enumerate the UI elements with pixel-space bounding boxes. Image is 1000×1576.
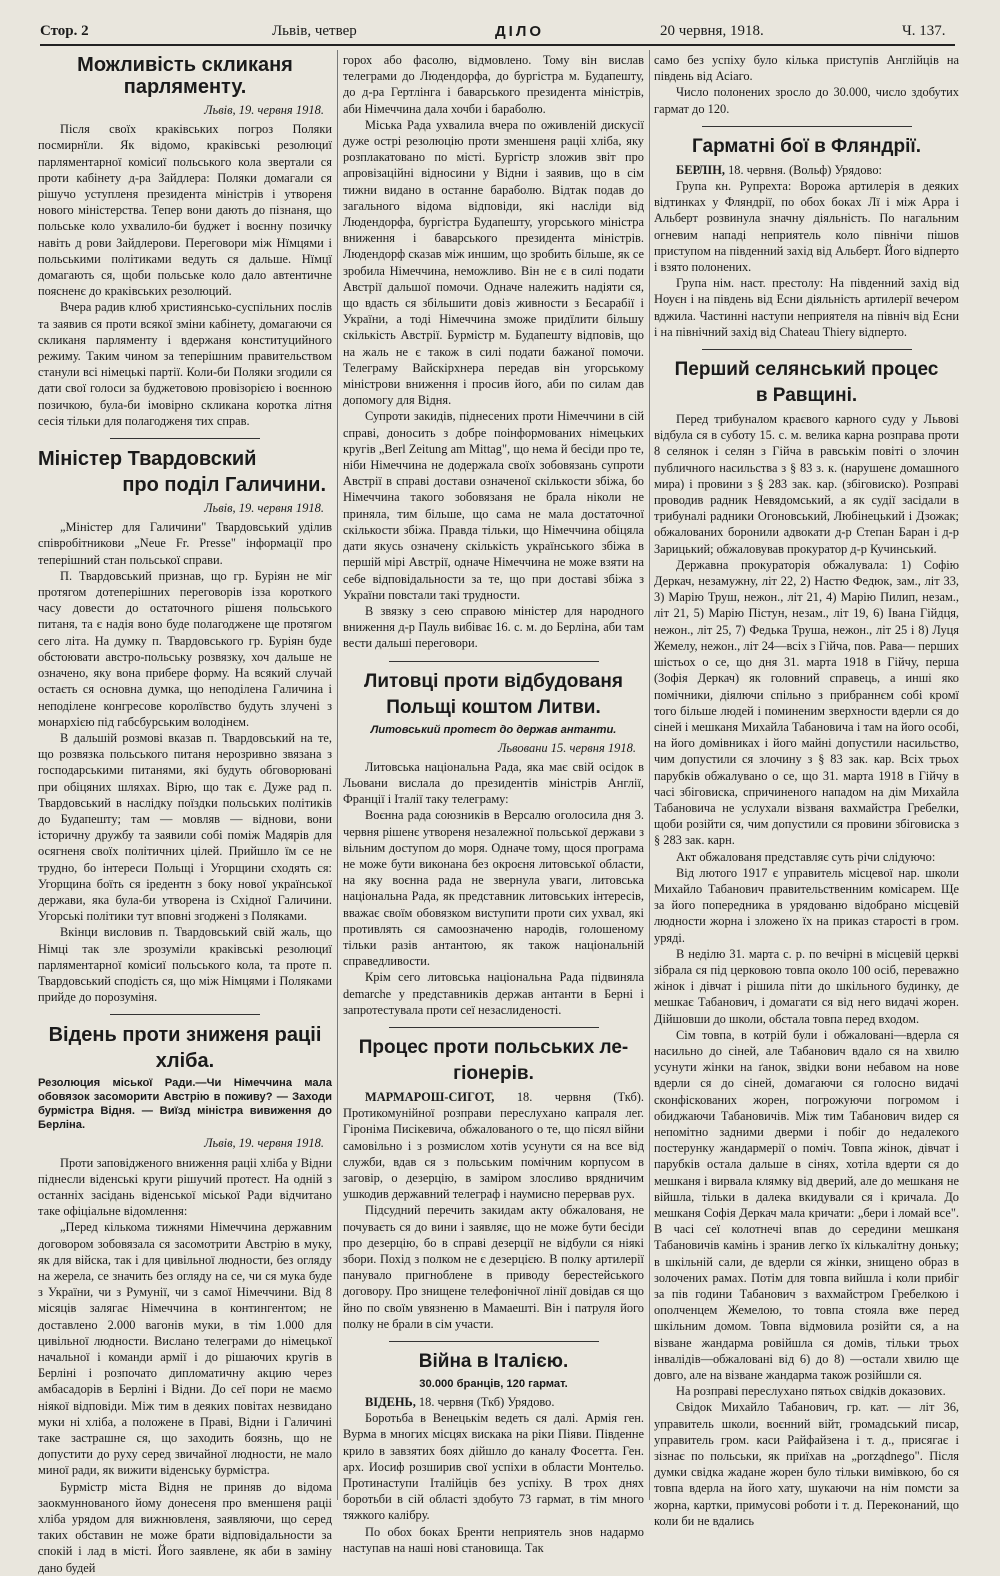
paragraph: В неділю 31. марта с. р. по вечірні в місцевій церкві зібрала ся під церковою товпа около 100 осіб, переважно жінок і дівчат і рішила піти до шкільного будинку, де мешкає Табанович, і домагати ся від него видачі жорен. Дійшовши до школи, обстала товпа перед входом.	[654, 946, 959, 1026]
issue-date: 20 червня, 1918.	[660, 23, 764, 39]
article-title: Відень проти зниженя раціі	[48, 1024, 322, 1047]
dateline-place: МАРМАРОШ-СИГОТ,	[365, 1089, 495, 1104]
paragraph: Проти заповідженого вниження раціі хліба у Відни піднесли віденські круги рішучий протест. На одній з останніх засідань віденської міської Ради відчитано таке офіціальне відомлення:	[38, 1155, 332, 1219]
article-title: Міністер Твардовский	[38, 448, 257, 471]
dateline-text: 18. червня (Ткб) Урядово.	[418, 1395, 555, 1410]
page-number: Стор. 2	[40, 23, 89, 39]
masthead	[40, 20, 955, 46]
paragraph: Литовська національна Рада, яка має свій осідок в Льовани вислала до президентів міністрів Англії, Франції і Італії таку телеграму:	[343, 759, 644, 807]
paragraph: Боротьба в Венецькім ведеть ся далі. Армія ген. Вурма в многих місцях вискака на ріки Піяви. Південне крило в завзятих боях дійшло до каналу Фосетта. Ген. арх. Иосиф розширив свої успіхи в области Монтельо. Протинаступи Італійців без успіху. В трох днях боротьби в сій області здобуто 73 гармат, в тім много тяжкого калібру.	[343, 1411, 644, 1523]
article-flanders	[654, 136, 959, 340]
paragraph: По обох боках Бренти неприятель знов надармо наступав на наші нові становища. Так	[343, 1524, 644, 1555]
separator	[702, 126, 912, 127]
separator	[389, 661, 599, 662]
paragraph	[654, 162, 959, 178]
separator	[389, 1027, 599, 1028]
article-title-line2: в Равщині.	[755, 385, 858, 407]
dateline: Львів, 19. червня 1918.	[204, 501, 324, 516]
paragraph: П. Твардовський признав, що гр. Буріян не міг протягом дотеперішних переговорів ізза короткого часу довести до остаточного рішеня польського питаня, та є надія воно буде полагоджене ще протягом сего літа. На думку п. Твардовського гр. Буріян буде обстоювати австро-польську розвязку, хоч дальше не означено, яку вона прибере форму. На всякий случай остаєть ся основна думка, що неподілена Галичина і неподілене конгресове королївство будуть злучені з монархією під габсбурським володінєм.	[38, 568, 332, 729]
paragraph: Супроти закидів, піднесених проти Німеччини в сій справі, доносить з добре поінформованих німецьких кругів „Berl Zeitung am Mittag", що нема й бесіди про те, ніби Німеччина не додержала своїх зобовязань супроти Австрії в справі достави означеної скількости збіжа, бо Німеччина такого зобовязаня не брала ніколи не приняла, тим більше, що сама не мала достаточної скількости збіжа. Правда тільки, що Німеччина обіцяла дати якусь означену скількість українського збіжа в першій мірі Австрії, одначе Німеччина не може взяти на себе відповідальности за те, що при доставі збіжа з України повстали такі трудности.	[343, 409, 644, 602]
paragraph: горох або фасолю, відмовлено. Тому він вислав телеграми до Людендорфа, до бургістра м. Будапешту, до д-ра Гертлінга і баварського президента міністрів, аби Німеччина дала хочби і бараболю.	[343, 53, 644, 116]
column-3	[654, 52, 959, 1528]
article-lithuania	[343, 671, 644, 1018]
paragraph: Державна прокураторія обжалувала: 1) Софію Деркач, незамужну, літ 22, 2) Настю Федюк, зам., літ 33, 3) Марію Труш, нежон., літ 21, 4) Марію Пилип, незам., літ 21, 5) Марію Пістун, незам., літ 19, 6) Івана Гійдця, нежон., літ 25, 7) Федька Труша, нежон., літ 25 і 8) Луця Жемелу, нежон., літ 24—всіх з Гійча, пов. Рава— перших шістьох о се, що дня 31. марта 1918 в Гійчу, перша (Зофія Деркач) як головний справець, а инші яко помічники, діялючи спільно з прибраннєм собі кромї того більше людей і поминеним зверхности вдерли ся до сіней і мешканя Михайла Табановича і там на його особі, на його домівниках і його майні допустили насильство, чим допустили ся злочину з § 83 зак. кар. Всіх трьох парубків обжалувано о се, що 31. марта 1918 в Гійчу в часі збіговиска, спричиненого нападом на дім Михайла Табановича не услухали візваня вахмайстра Гребелки, щоби розійти ся, чим допустили ся провини збіговиска з § 283 зак. карн.	[654, 557, 959, 848]
article-subhead: Литовський протест до держав антанти.	[370, 723, 617, 736]
paragraph: Акт обжалованя представляє суть річи слідуючо:	[676, 849, 936, 864]
article-title-line2: хліба.	[155, 1050, 215, 1073]
paragraph: В звязку з сею справою міністер для народного вниження д-р Пауль вибіває 16. с. м. до Берліна, аби там вести дальші переговори.	[343, 603, 644, 651]
article-title: Гарматні бої в Фляндрії.	[691, 135, 922, 157]
paper-name: ДІЛО	[495, 23, 545, 40]
column-rule	[649, 50, 650, 1500]
paragraph: Вкінци висловив п. Твардовський свій жаль, що Німці так зле зрозуміли краківські резолюциї парляментарної комісиї польського кола, та проте п. Твардовський сподість ся, що між Німцями і Поляками прийде до порозуміня.	[38, 925, 332, 1005]
dateline-place: БЕРЛІН,	[676, 162, 725, 177]
article-title-line2: гіонерів.	[453, 1062, 534, 1084]
paragraph: Крім сего литовська національна Рада підвиняла demarche у представників держав антанти в Берні і запротестувала проти сеї незаслиденості.	[343, 970, 644, 1017]
article-parliament	[38, 54, 332, 429]
article-trial	[654, 359, 959, 1529]
paragraph: Міська Рада ухвалила вчера по оживленій дискусії дуже острі резолюцію проти зменшеня раціі хліба, яку розплакатовано по місті. Бургістр зложив звіт про апровізаційні відносини у Відни і заявив, що в сім тижни видано в останне бараболю. Відтак подав до загального відома відповіди, які насліди від Людендорфа, бургістра Будапешту, угорського міністра вниження і баварського президента міністрів. Людендорф сказав між иншим, що зробить більше, як се зробила Німеччина, неможливо. Він не є в силі подати Австрії дальшої помочи. Одначе належить надіяти ся, що вдасть ся збільшити довіз живности з Бесарабії і України, а тоді Німеччина зможе придїлити більшу скількість Австрії. Бурмістр м. Будапешту відповів, що на жаль не є також в силі подати бажаної помочи. Телеграму Вайскірхнера передав він угорському міністрови вниження і просив його, аби по силам дав допомогу для Відня.	[343, 117, 644, 408]
article-subhead: 30.000 бранців, 120 гармат.	[419, 1378, 568, 1391]
article-subheads: Резолюция міської Ради.—Чи Німеччина мала обовязок засоморити Австрію в поживу? — Заходи бурмістра Відня. — Виїзд міністра вивиження до Берліна.	[38, 1077, 332, 1132]
article-italy-continued	[654, 52, 959, 117]
separator	[110, 438, 260, 439]
article-title: Можливість скликаня парляменту.	[77, 54, 293, 98]
separator	[389, 1341, 599, 1342]
dateline: Львів, 19. червня 1918.	[204, 103, 324, 117]
paragraph: само без успіху було кілька приступів Англійців на південь від Асіаго.	[654, 53, 959, 84]
separator	[702, 349, 912, 350]
dateline-text: 18. червня (Ткб). Протикомунійної розправи переслухано капраля лег. Гіроніма Писікевича, обжалованого о те, що пісял війни самовільно і з розмислом хотів усунути ся на все від служби, вдав ся з польським помічним корпусом в заговір, о дезерцію, в заміром злосливо врядничим ушкодив державний телеграф і наумисно перервав рух.	[343, 1089, 644, 1202]
article-title: Процес проти польських ле-	[358, 1036, 629, 1058]
article-title: Війна в Італією.	[418, 1351, 569, 1373]
article-title-line2: Польщі коштом Литви.	[386, 696, 601, 718]
separator	[110, 1014, 260, 1015]
paragraph: Перед трибуналом краєвого карного суду у Львові відбула ся в суботу 15. с. м. велика карна розправа проти 8 селянок і селян з Гійча в равськім повіті о злочин публичного насильства з § 83 з. к. (нарушенє домашного мира) і провини з § 283 зак. кар. (збіговиско). Розправі проводив радник Невядомський, а як судії засідали в трибуналі радники Огоновський, Любінецький і Дзожак; обжалованих боронили адвокати д-р Степан Баран і д-р Зарицький; обжаловував прокуратор д-р Кучинський.	[654, 412, 959, 556]
article-italy	[343, 1351, 644, 1556]
issue-number: Ч. 137.	[902, 23, 946, 39]
dateline: Львів, 19. червня 1918.	[204, 1136, 324, 1151]
article-vienna	[38, 1024, 332, 1575]
paragraph	[343, 1394, 644, 1410]
paragraph: „Перед кількома тижнями Німеччина державним договором зобовязала ся засомотрити Австрію в муку, як для війска, так і для цивільної людности, без огляду на жерела, се значить без огляду на се, чи ся мука буде з України, чи з Румунії, чи з самої Німеччини. Від 8 місяців залягає Німеччина в контингентом; не доставлено 2.000 вагонів муки, в тім 1.000 для цивільної людности. Вислано телеграми до німецької начальної і команди армії і до рішаючих кругів в Берліні і розпочато дипломатичну акцию через амбасадорів в Берліні і Відни. До сеї пори не маємо ніякої відповіди. Між тим в деяких повітах незвидано муки ні хліба, а положене в Праві, Відни і Галичині таке застрашне ся, що заходить боязнь, що не допустити до руху серед звичайної людности, не мало миної ради, як вижити віденськy бурмістра.	[38, 1220, 332, 1478]
article-title-line2: про поділ Галичини.	[122, 474, 326, 497]
paragraph	[343, 1089, 644, 1202]
paragraph: Від лютого 1917 є управитель місцевої нар. школи Михайло Табанович правительственним комісарем. Ще за його попередника в урядованю відобрано місцевій людности жорна і зложено їх на приказ старості в гром. уряді.	[654, 865, 959, 945]
paragraph: Група нім. наст. престолу: На південний захід від Ноуєн і на південь від Есни діяльність артилерії вечером вджила. Частинні наступи неприятеля на північ від Есни і на північний захід від Chateau Thiery відперто.	[654, 276, 959, 339]
column-1	[38, 52, 332, 1575]
paragraph: На розправі переслухано пятьох свідків доказових.	[676, 1384, 946, 1399]
paragraph: Після своїх краківських погроз Поляки посмирнїли. Як відомо, краківські резолюциї парляментарної комісиї польського кола звертали ся проти кабінету д-ра Зайдлера: Поляки домагали ся рішучо уступленя президента міністрів і утвореня нового міністерства. Тепер вони дають до пізнаня, що польське коло ухвалило-би буджет і воєнну позичку навіть д рови Зайдлерови. Переговори між Нїмцями і польськими політиками ведуть ся дальше. Нїмцї домагають ся, щоби польське коло дало автентичне поясненє до краківських резолюций.	[38, 122, 332, 299]
dateline-text: 18. червня. (Вольф) Урядово:	[728, 162, 882, 177]
paragraph: „Міністер для Галичини" Твардовський уділив співробітникови „Neue Fr. Presse" інформації про теперішний стан польської справи.	[38, 520, 332, 567]
paragraph: Бурмістр міста Відня не приняв до відома заокмуннованого йому донесеня про вменшеня раціі хліба урядом для вижнювленя, заявляючи, що серед таких обставин не може брати відповідальности за спокій і лад в місті. Його заявлене, як аби в заміну дано будей	[38, 1479, 332, 1575]
paragraph: Сім товпа, в котрій були і обжаловані—вдерла ся насильно до сіней, але Табанович вдало ся на хвилю усунути жінки на ґанок, звідки вони небавом на нове вдерли ся до сіней, домагаючи ся голосно видачі сконфіскованих жорен, погрожуючи погромом і обиджаючи Табановичів. Між тим Табанович видер ся непомітно задними дверми і побіг до недалекого постерунку жандармерії о поміч. Товпа жінок, дівчат і парубків остала дальше в сінях, хотіла вдерти ся до мешканя і вирвала клямку від дверий, але до мешканя не війшла, тільки в далека вкидували ся і кричала. До мешканя Софія Деркач мала кричати: „бери і ломай все". В часі сеї колотнечі впав до середини мешканя Табановичів камінь і зранив легко їх кількалітну доньку; в шкільній сали, де вдерли ся жінки, знищено образ в золочених рамах. Потім для товпа вийшла і коли прибіг за пів години Табанович з вахмайстром Гребелкою і ополченцем Жемелою, то товпа стояла вже перед шкільним домом. Товпа відмовила розійти ся, а на візвaне жандарма ровійшла ся домів, тільки трьох інвалідів—обжаловані від 6) до 8) —остали хвилю ще довго, але на візвaне жандарма також розійшли ся.	[654, 1027, 959, 1383]
paragraph: Вчера радив клюб християнсько-суспільних послів та заявив ся проти всякої зміни кабінету, домагаючи ся скликаня парляменту і вдержаня конституцийного режиму. Таким чином за теперішним правительством станули всі німецькі партії. Коли-би Поляки згодили ся дати свої голоси за буджетовою провізорією і воєнною позичкою, була-би імовірно скликана короткa літня сесія тільки для полагодженя тих справ.	[38, 300, 332, 428]
dateline: Львовани 15. червня 1918.	[497, 740, 636, 755]
article-vienna-continued	[343, 52, 644, 652]
place-day: Львів, четвер	[272, 23, 357, 39]
dateline-place: ВІДЕНЬ,	[365, 1395, 416, 1410]
paragraph: В дальшій розмові вказав п. Твардовський на те, що розвязка польського питаня нерозривно звязана з господарськими питанями, які будуть обговорювані при обіцяних шляхах. Вірю, що так є. Дуже рад п. Твардовський в наслідку поїздки польських політиків до Будапешту; там — мовляв — віднови, вони історичну дружбу та заявили собі поміж Мадярів для осягненя своїх політичних цілей. Прийшло їм се не трудно, бо інтереси Польщі і Угорщини сходять ся: Угорщина боїть ся іредентн з боку нової української держави, яка була-би утворена із Східної Галичини. Угорські політики тут вповні згоджені з Поляками.	[38, 730, 332, 924]
article-title: Перший селянський процес	[674, 359, 939, 381]
column-rule	[337, 50, 338, 1500]
paragraph: Свідок Михайло Табанович, гр. кат. — літ 36, управитель школи, воєнний війт, громадський писар, управитель гром. каси Райфайзена і т. д., присягає і зізнає по польськи, як приїхав на „porządnego". Після думки свідка жадане жорен було тільки вимівкою, бо ся товпа вдерла на його хату, шукаючи на нім помсти за жорна, картки, примусові роботи і т. д. Переконаний, що коли би не вдались	[654, 1400, 959, 1528]
paragraph: Воєнна рада союзників в Версалю оголосила дня 3. червня рішенє утвореня незалежної польської держави з вільним доступом до моря. Одначе тому, щося програма не може бути виконана без окроєня литовської области, на яку воєнна рада не звернула уваги, литовська національна Рада, як представник литовських інтересів, вважає своїм обовязком виступити проти сих ухвал, які противлять ся самоозначеню народів, голошеному тільки разів антантою, як також національній справедливости.	[343, 808, 644, 969]
column-2	[343, 52, 644, 1555]
article-twardowski	[38, 448, 332, 1005]
article-legion	[343, 1037, 644, 1332]
paragraph: Підсудний перечить закидам акту обжалованя, не почуваєть ся до вини і заявляє, що не може бути бесіди про дезерцію, бо в справі дезерції не відбули ся ніякі збори. Похід з полком не є дезерцією. В полку артилерії панувало пригноблене в приводу берестейського договору. Про знищене телефонічної лінії довідав ся що йно по своїм увязненю в Мамаешті. Він і патруля його полку не брали в сім участи.	[343, 1203, 644, 1331]
article-title: Литовці проти відбудованя	[364, 670, 623, 692]
paragraph: Група кн. Рупрехта: Ворожа артилерія в деяких відтинках у Фляндрії, по обох боках Лї і між Арра і Альберт розвинула значну діяльність. По нагальним огневим нападі неприятель коло північи пішов приступом на південний захід від Альберт. Його відперто і взято полонених.	[654, 179, 959, 275]
paragraph: Число полонених зросло до 30.000, число здобутих гармат до 120.	[654, 85, 959, 116]
